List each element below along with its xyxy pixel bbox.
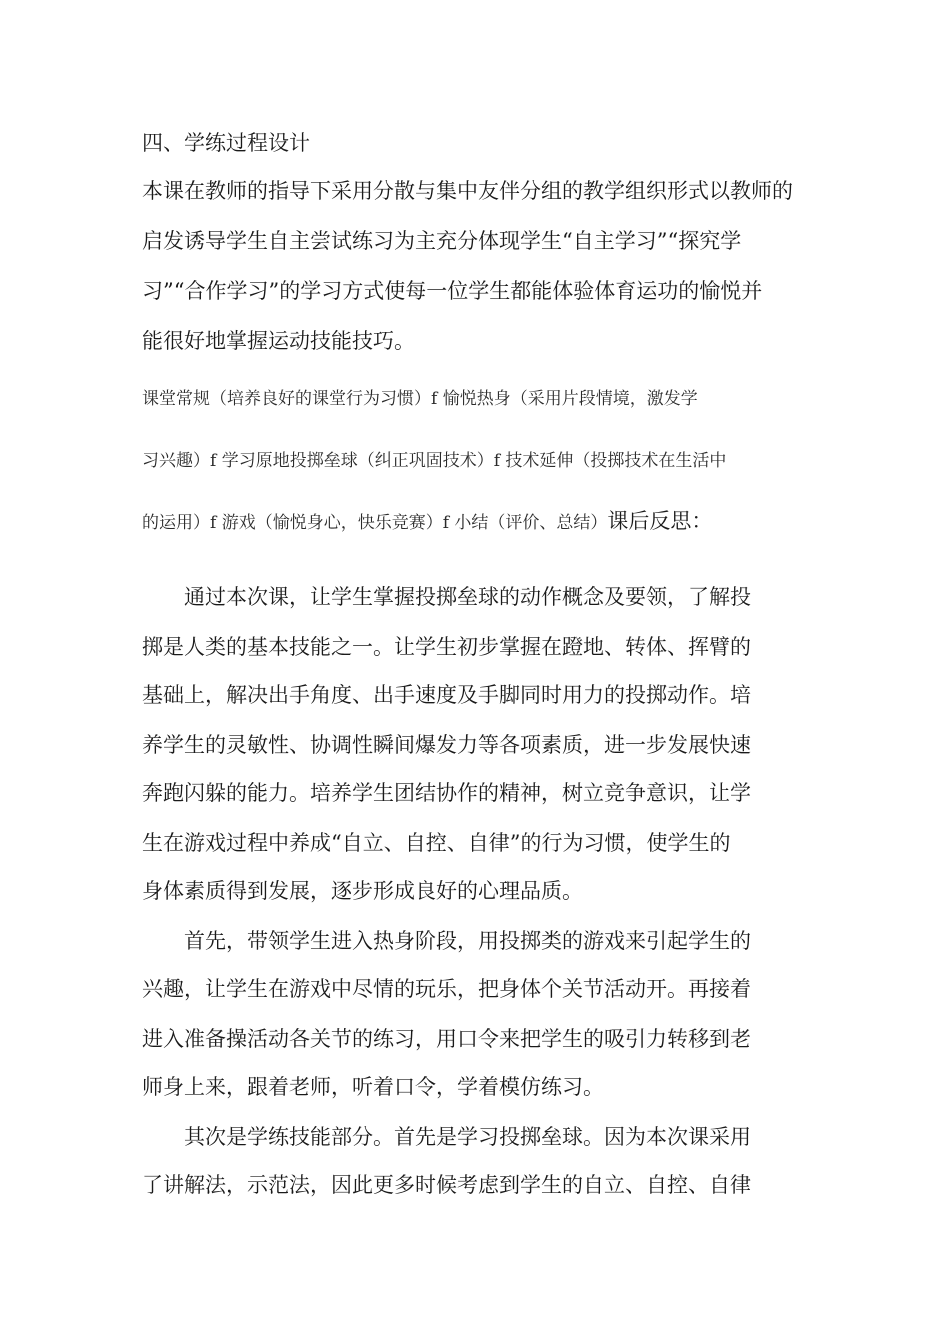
paragraph-line: 首先，带领学生进入热身阶段，用投掷类的游戏来引起学生的: [184, 929, 751, 953]
paragraph-line: 其次是学练技能部分。首先是学习投掷垒球。因为本次课采用: [184, 1125, 751, 1149]
paragraph-line: 掷是人类的基本技能之一。让学生初步掌握在蹬地、转体、挥臂的: [142, 635, 751, 659]
document-page: [142, 0, 812, 1344]
paragraph-line: 了讲解法，示范法，因此更多时候考虑到学生的自立、自控、自律: [142, 1173, 751, 1197]
flow-line: 习兴趣）f 学习原地投掷垒球（纠正巩固技术）f 技术延伸（投掷技术在生活中: [142, 451, 727, 471]
paragraph-line: 兴趣，让学生在游戏中尽情的玩乐，把身体个关节活动开。再接着: [142, 977, 751, 1001]
paragraph-line: 身体素质得到发展，逐步形成良好的心理品质。: [142, 879, 583, 903]
section-heading: 四、学练过程设计: [142, 131, 310, 155]
paragraph-line: 通过本次课，让学生掌握投掷垒球的动作概念及要领，了解投: [184, 585, 751, 609]
reflection-heading: 课后反思：: [607, 509, 713, 533]
paragraph-line: 生在游戏过程中养成“自立、自控、自律”的行为习惯，使学生的: [142, 831, 731, 855]
paragraph-line: 养学生的灵敏性、协调性瞬间爆发力等各项素质，进一步发展快速: [142, 733, 751, 757]
intro-line: 本课在教师的指导下采用分散与集中友伴分组的教学组织形式以教师的: [142, 179, 793, 203]
intro-line: 能很好地掌握运动技能技巧。: [142, 329, 415, 353]
flow-line: 课堂常规（培养良好的课堂行为习惯）f 愉悦热身（采用片段情境，激发学: [142, 389, 698, 409]
paragraph-line: 进入准备操活动各关节的练习，用口令来把学生的吸引力转移到老: [142, 1027, 751, 1051]
flow-line-text: 的运用）f 游戏（愉悦身心，快乐竞赛）f 小结（评价、总结）: [142, 513, 608, 533]
intro-line: 习”“合作学习”的学习方式使每一位学生都能体验体育运功的愉悦并: [142, 279, 763, 303]
paragraph-line: 师身上来，跟着老师，听着口令，学着模仿练习。: [142, 1075, 604, 1099]
intro-line: 启发诱导学生自主尝试练习为主充分体现学生“自主学习”“探究学: [142, 229, 742, 253]
paragraph-line: 奔跑闪躲的能力。培养学生团结协作的精神，树立竞争意识，让学: [142, 781, 751, 805]
paragraph-line: 基础上，解决出手角度、出手速度及手脚同时用力的投掷动作。培: [142, 683, 751, 707]
flow-line: [142, 506, 812, 538]
